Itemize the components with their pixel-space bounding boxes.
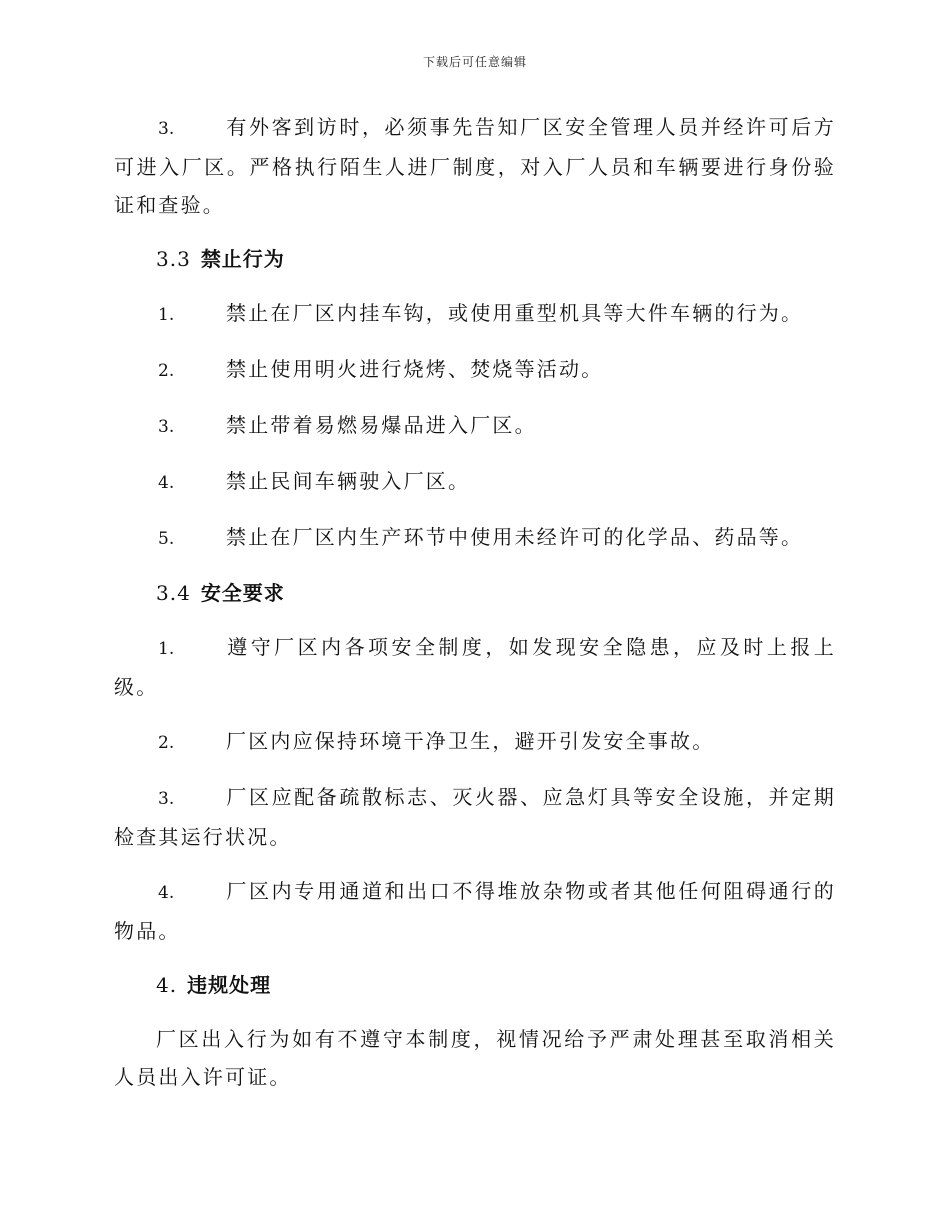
item-number: 2. <box>158 733 175 753</box>
list-item <box>114 722 836 762</box>
list-item <box>114 872 836 950</box>
item-text: 禁止带着易燃易爆品进入厂区。 <box>226 413 537 437</box>
section-heading-3-3 <box>114 240 836 278</box>
list-item <box>114 350 836 390</box>
item-text: 有外客到访时，必须事先告知厂区安全管理人员并经许可后方可进入厂区。严格执行陌生人进厂制度，对入厂人员和车辆要进行身份验证和查验。 <box>114 115 836 217</box>
page-header: 下载后可任意编辑 <box>422 55 527 69</box>
item-number: 4. <box>158 473 175 493</box>
section-number: 4. <box>156 973 178 997</box>
list-item <box>114 518 836 558</box>
item-text: 禁止在厂区内挂车钩，或使用重型机具等大件车辆的行为。 <box>226 301 804 325</box>
section-number: 3.4 <box>156 581 191 605</box>
item-text: 禁止使用明火进行烧烤、焚烧等活动。 <box>226 357 604 381</box>
item-number: 3. <box>158 789 175 809</box>
item-number: 3. <box>158 417 175 437</box>
list-item <box>114 628 836 706</box>
item-number: 1. <box>158 639 175 659</box>
item-text: 厂区应配备疏散标志、灭火器、应急灯具等安全设施，并定期检查其运行状况。 <box>114 785 836 849</box>
section-title: 禁止行为 <box>200 247 285 271</box>
item-number: 1. <box>158 305 175 325</box>
item-number: 2. <box>158 361 175 381</box>
document-body <box>114 108 836 1112</box>
section-title: 安全要求 <box>200 581 285 605</box>
item-text: 禁止在厂区内生产环节中使用未经许可的化学品、药品等。 <box>226 525 804 549</box>
item-text: 遵守厂区内各项安全制度，如发现安全隐患，应及时上报上级。 <box>114 635 836 699</box>
section-title: 违规处理 <box>187 973 272 997</box>
item-number: 3. <box>158 119 175 139</box>
item-text: 禁止民间车辆驶入厂区。 <box>226 469 471 493</box>
section-paragraph: 厂区出入行为如有不遵守本制度，视情况给予严肃处理甚至取消相关人员出入许可证。 <box>114 1027 836 1089</box>
list-item <box>114 406 836 446</box>
section-heading-4 <box>114 966 836 1004</box>
section-heading-3-4 <box>114 574 836 612</box>
list-item <box>114 462 836 502</box>
section-number: 3.3 <box>156 247 191 271</box>
item-text: 厂区内专用通道和出口不得堆放杂物或者其他任何阻碍通行的物品。 <box>114 879 836 943</box>
list-item <box>114 778 836 856</box>
list-item <box>114 108 836 224</box>
item-text: 厂区内应保持环境干净卫生，避开引发安全事故。 <box>226 729 715 753</box>
list-item <box>114 294 836 334</box>
item-number: 5. <box>158 529 175 549</box>
item-number: 4. <box>158 883 175 903</box>
